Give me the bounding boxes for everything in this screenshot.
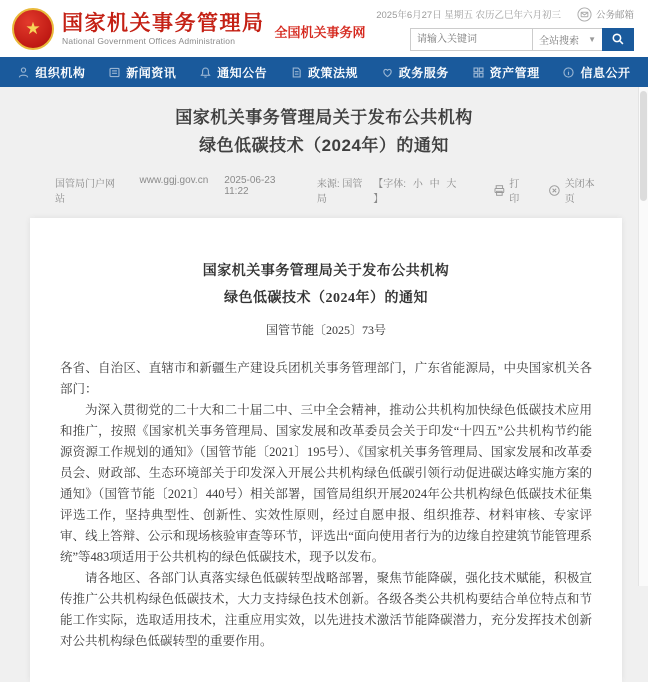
print-button[interactable]: 打印 bbox=[493, 175, 529, 205]
body-paragraph-2: 请各地区、各部门认真落实绿色低碳转型战略部署，聚焦节能降碳，强化技术赋能，积极宣传推广公共机构绿色低碳技术，大力支持绿色技术创新。各级各类公共机构要结合单位特点和节能工作实际，选取适用技术，注重应用实效，以先进技术激活节能降碳潜力，充分发挥技术创新对公共机构绿色低碳转型的重要作用。 bbox=[60, 571, 592, 648]
chevron-down-icon: ▼ bbox=[588, 34, 596, 44]
body-paragraph-1: 为深入贯彻党的二十大和二十届二中、三中全会精神，推动公共机构加快绿色低碳技术应用和推广，按照《国家机关事务管理局、国家发展和改革委员会关于印发“十四五”公共机构节约能源资源工作规划的通知》（国管节能〔2021〕195号）、《国家机关事务管理局、国家发展和改革委员会、财政部、生态环境部关于印发深入开展公共机构绿色低碳引领行动促进碳达峰实施方案的通知》（国管节能〔2021〕440号）相关部署，国管局组织开展2024年公共机构绿色低碳技术征集评选工作，坚持典型性、创新性、实效性原则，经过自愿申报、组织推荐、材料审核、专家评审、线上答辩、公示和现场核验审查等环节，评选出“面向使用者行为的边缘自控建筑节能管理系统”等483项适用于公共机构的绿色低碳技术，现予以发布。 bbox=[60, 403, 592, 564]
salutation-paragraph: 各省、自治区、直辖市和新疆生产建设兵团机关事务管理部门，广东省能源局，中央国家机关各部门： bbox=[60, 361, 592, 396]
scrollbar-thumb[interactable] bbox=[640, 91, 647, 201]
document-panel bbox=[30, 218, 622, 682]
search-button[interactable] bbox=[602, 28, 634, 51]
news-icon bbox=[108, 66, 121, 79]
nav-item-policies[interactable]: 政策法规 bbox=[290, 64, 358, 81]
nav-item-news[interactable]: 新闻资讯 bbox=[108, 64, 176, 81]
nav-item-notices[interactable]: 通知公告 bbox=[199, 64, 267, 81]
site-brand bbox=[12, 8, 366, 50]
document-title-line1: 国家机关事务管理局关于发布公共机构 bbox=[202, 264, 450, 279]
font-medium-button[interactable]: 中 bbox=[429, 179, 440, 190]
page-title-line1: 国家机关事务管理局关于发布公共机构 bbox=[175, 108, 473, 127]
site-url: www.ggj.gov.cn bbox=[139, 175, 209, 186]
site-title: 国家机关事务管理局 bbox=[62, 11, 265, 35]
nav-item-organization[interactable]: 组织机构 bbox=[17, 64, 85, 81]
close-icon bbox=[548, 184, 561, 197]
document-title-line2: 绿色低碳技术（2024年）的通知 bbox=[224, 291, 428, 306]
mailbox-label: 公务邮箱 bbox=[595, 10, 634, 21]
search-scope-value: 全站搜索 bbox=[539, 35, 579, 47]
date-text: 2025年6月27日 星期五 农历乙巳年六月初三 bbox=[376, 10, 561, 21]
search-input[interactable] bbox=[410, 28, 532, 51]
source-label: 来源: 国管局 bbox=[316, 179, 363, 205]
nav-item-disclosure[interactable]: 信息公开 bbox=[562, 64, 630, 81]
nav-item-services[interactable]: 政务服务 bbox=[381, 64, 449, 81]
page-title-line2: 绿色低碳技术（2024年）的通知 bbox=[199, 136, 449, 155]
mail-icon bbox=[577, 7, 592, 22]
national-emblem-logo: ★ bbox=[12, 8, 54, 50]
search-scope-dropdown[interactable] bbox=[532, 28, 602, 51]
info-icon bbox=[562, 66, 575, 79]
page-title bbox=[0, 104, 648, 160]
main-nav bbox=[0, 57, 648, 87]
site-header bbox=[0, 0, 648, 57]
law-icon bbox=[290, 66, 303, 79]
site-title-english: National Government Offices Administration bbox=[62, 36, 236, 46]
close-page-button[interactable]: 关闭本页 bbox=[548, 175, 604, 205]
scrollbar[interactable] bbox=[638, 87, 648, 586]
document-number: 国管节能〔2025〕73号 bbox=[265, 323, 386, 337]
search-icon bbox=[611, 32, 625, 46]
asset-grid-icon bbox=[472, 66, 485, 79]
source-site: 国管局门户网站 bbox=[55, 179, 115, 205]
publish-datetime: 2025-06-23 11:22 bbox=[224, 175, 276, 197]
font-size-control: 【字体: 小 中 大 】 bbox=[373, 179, 457, 205]
document-body bbox=[60, 358, 592, 652]
bell-icon bbox=[199, 66, 212, 79]
nav-item-assets[interactable]: 资产管理 bbox=[472, 64, 540, 81]
portal-name: 全国机关事务网 bbox=[274, 25, 366, 40]
font-large-button[interactable]: 大 bbox=[446, 179, 457, 190]
official-mailbox-link[interactable] bbox=[577, 7, 634, 22]
org-icon bbox=[17, 66, 30, 79]
article-meta-bar bbox=[0, 175, 648, 205]
font-small-button[interactable]: 小 bbox=[412, 179, 423, 190]
print-icon bbox=[493, 184, 506, 197]
service-icon bbox=[381, 66, 394, 79]
document-title bbox=[60, 258, 592, 312]
